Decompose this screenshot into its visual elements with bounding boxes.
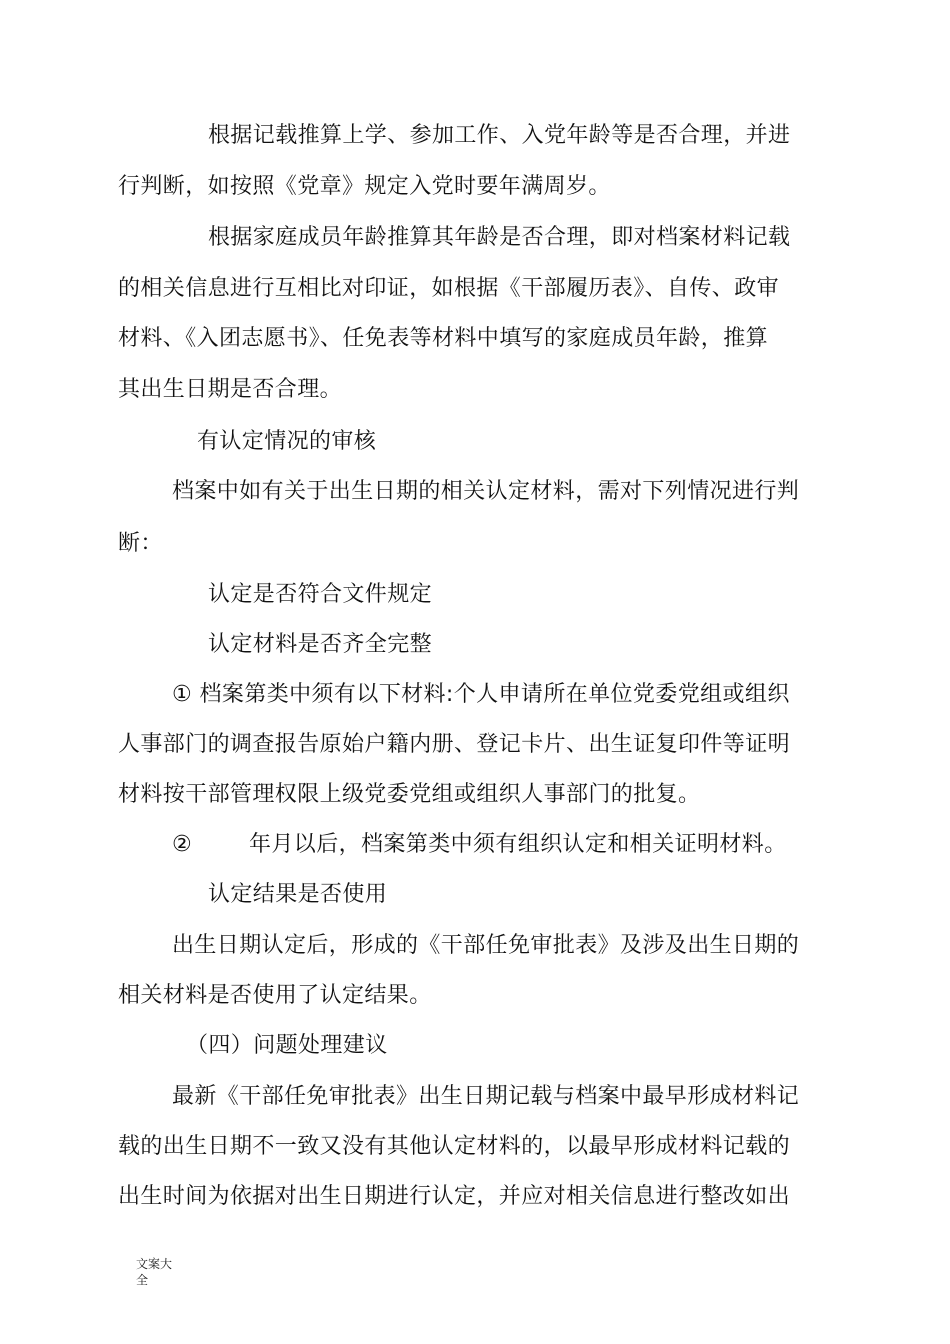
footer-text: 文案大 — [136, 1257, 173, 1271]
paragraph-line: 断： — [118, 531, 163, 556]
paragraph-line: 材料、《入团志愿书》、任免表等材料中填写的家庭成员年龄，推算 — [118, 326, 769, 351]
footer-text: 全 — [136, 1273, 149, 1287]
paragraph-line: 年月以后，档案第类中须有组织认定和相关证明材料。 — [249, 832, 787, 857]
paragraph-line: 档案中如有关于出生日期的相关认定材料，需对下列情况进行判 — [172, 479, 800, 504]
paragraph-line: 认定材料是否齐全完整 — [208, 632, 433, 657]
paragraph-line: 相关材料是否使用了认定结果。 — [118, 983, 432, 1008]
paragraph-line: 行判断，如按照《党章》规定入党时要年满周岁。 — [118, 174, 611, 199]
paragraph-line: ① 档案第类中须有以下材料:个人申请所在单位党委党组或组织 — [172, 682, 790, 707]
paragraph-line: 根据记载推算上学、参加工作、入党年龄等是否合理，并进 — [208, 123, 791, 148]
paragraph-line: 最新《干部任免审批表》出生日期记载与档案中最早形成材料记 — [172, 1084, 800, 1109]
section-heading: 有认定情况的审核 — [197, 429, 377, 454]
paragraph-line: 材料按干部管理权限上级党委党组或组织人事部门的批复。 — [118, 782, 701, 807]
paragraph-line: 出生时间为依据对出生日期进行认定，并应对相关信息进行整改如出 — [118, 1184, 791, 1209]
page-footer — [136, 1256, 186, 1288]
list-marker: ② — [172, 832, 193, 857]
paragraph-line: 出生日期认定后，形成的《干部任免审批表》及涉及出生日期的 — [172, 933, 800, 958]
section-heading: （四）问题处理建议 — [186, 1033, 388, 1058]
paragraph-line: 的相关信息进行互相比对印证，如根据《干部履历表》、自传、政审 — [118, 276, 780, 301]
paragraph-line: 载的出生日期不一致又没有其他认定材料的，以最早形成材料记载的 — [118, 1134, 791, 1159]
paragraph-line: 认定是否符合文件规定 — [208, 582, 433, 607]
paragraph-line: 其出生日期是否合理。 — [118, 377, 343, 402]
paragraph-line: 人事部门的调查报告原始户籍内册、登记卡片、出生证复印件等证明 — [118, 732, 791, 757]
paragraph-line: 根据家庭成员年龄推算其年龄是否合理，即对档案材料记载 — [208, 225, 791, 250]
paragraph-line: 认定结果是否使用 — [208, 882, 388, 907]
